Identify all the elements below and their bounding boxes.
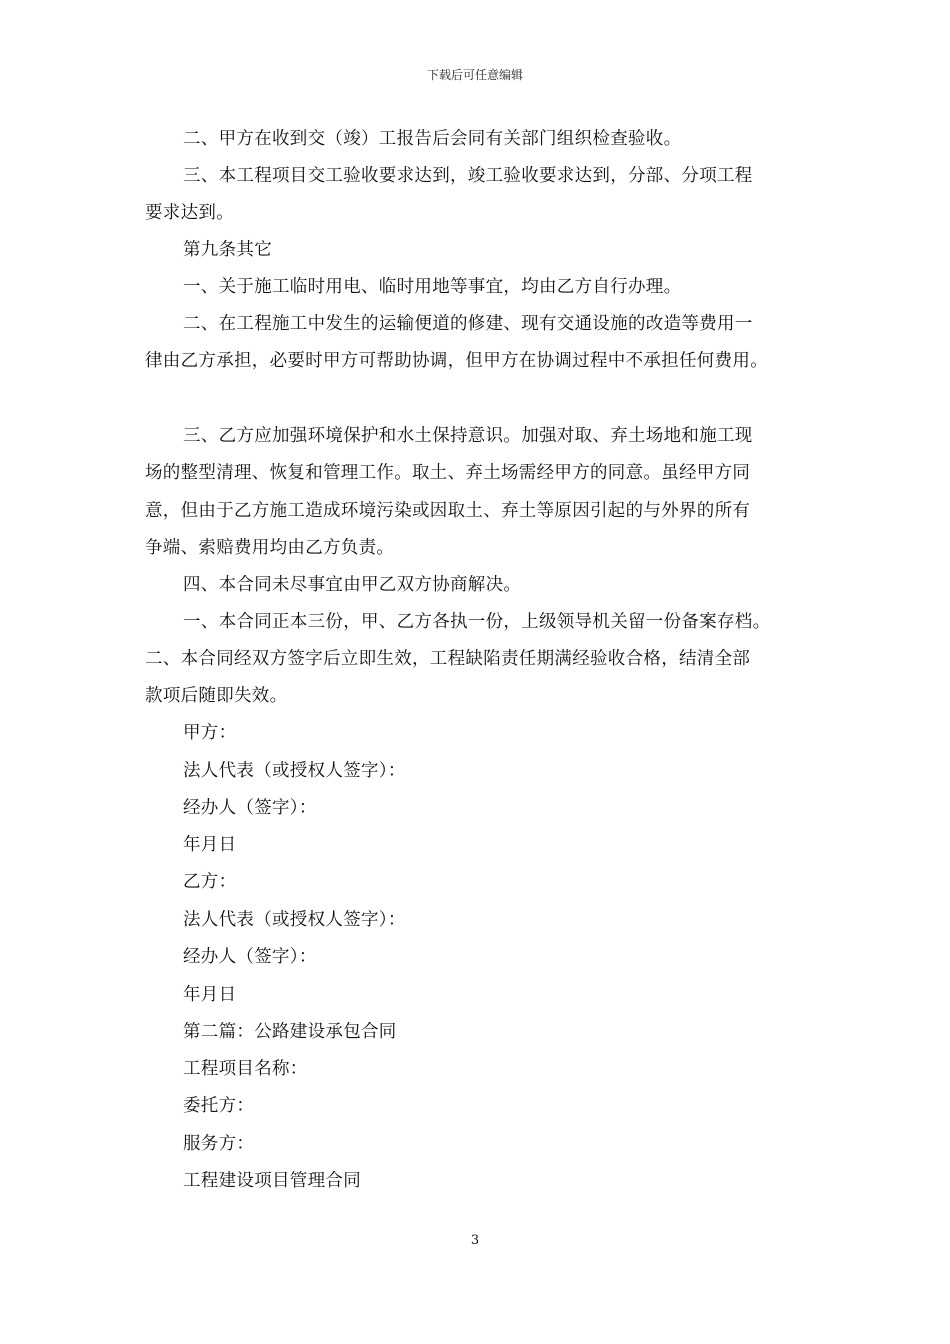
text-line: 三、本工程项目交工验收要求达到，竣工验收要求达到，分部、分项工程 [183,166,753,186]
text-line: 要求达到。 [145,203,234,223]
signature-label: 经办人（签字）： [183,798,317,818]
text-line: 二、甲方在收到交（竣）工报告后会同有关部门组织检查验收。 [183,129,682,149]
signature-label: 经办人（签字）： [183,947,317,967]
text-line: 款项后随即失效。 [145,686,288,706]
text-line: 三、乙方应加强环境保护和水土保持意识。加强对取、弃土场地和施工现 [183,426,753,446]
text-line: 二、在工程施工中发生的运输便道的修建、现有交通设施的改造等费用一 [183,314,753,334]
signature-label: 法人代表（或授权人签字）： [183,910,406,930]
section-heading: 工程建设项目管理合同 [183,1171,361,1191]
date-label: 年月日 [183,835,237,855]
signature-label: 甲方： [183,723,237,743]
form-label: 工程项目名称： [183,1059,308,1079]
page-number: 3 [470,1233,480,1248]
section-heading: 第二篇：公路建设承包合同 [183,1022,397,1042]
form-label: 服务方： [183,1134,255,1154]
text-line: 一、关于施工临时用电、临时用地等事宜，均由乙方自行办理。 [183,277,682,297]
text-line: 律由乙方承担，必要时甲方可帮助协调，但甲方在协调过程中不承担任何费用。 [145,351,768,371]
text-line: 一、本合同正本三份，甲、乙方各执一份，上级领导机关留一份备案存档。 [183,612,771,632]
signature-label: 法人代表（或授权人签字）： [183,761,406,781]
text-line: 场的整型清理、恢复和管理工作。取土、弃土场需经甲方的同意。虽经甲方同 [145,463,751,483]
section-heading: 第九条其它 [183,240,272,260]
text-line: 四、本合同未尽事宜由甲乙双方协商解决。 [183,575,522,595]
page-header: 下载后可任意编辑 [426,68,523,82]
text-line: 二、本合同经双方签字后立即生效，工程缺陷责任期满经验收合格，结清全部 [145,649,751,669]
date-label: 年月日 [183,985,237,1005]
text-line: 争端、索赔费用均由乙方负责。 [145,538,395,558]
text-line: 意，但由于乙方施工造成环境污染或因取土、弃土等原因引起的与外界的所有 [145,501,751,521]
signature-label: 乙方： [183,872,237,892]
form-label: 委托方： [183,1096,255,1116]
